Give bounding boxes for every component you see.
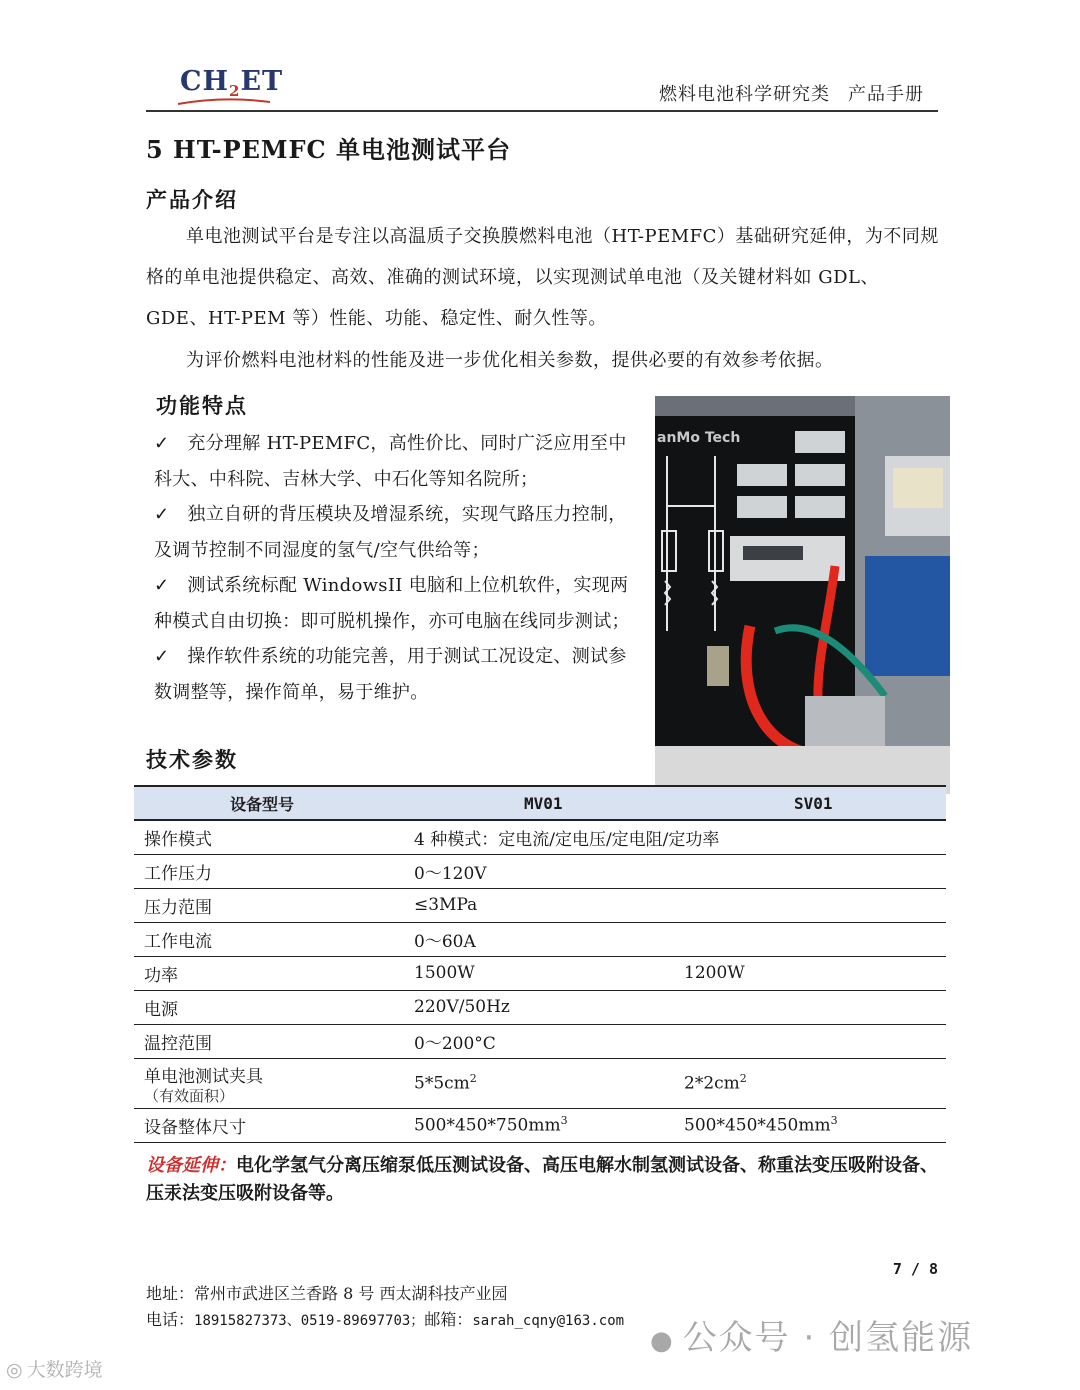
header-title <box>641 80 924 106</box>
table-row <box>134 1108 946 1142</box>
mv01-value: 220V/50Hz <box>406 990 676 1024</box>
mv01-value: 0～200°C <box>406 1024 676 1058</box>
extension-label: 设备延伸： <box>146 1155 236 1176</box>
sv01-value <box>676 854 946 888</box>
column-header-model: 设备型号 <box>134 786 406 820</box>
page-number: 7 / 8 <box>892 1260 938 1278</box>
photo-brand-label: anMo Tech <box>657 430 741 446</box>
mv01-value: $500*450*750mm^3$ <box>406 1108 676 1142</box>
row-label: 设备整体尺寸 <box>134 1108 406 1142</box>
intro-paragraph-2: 为评价燃料电池材料的性能及进一步优化相关参数，提供必要的有效参考依据。 <box>186 350 834 371</box>
equipment-photo <box>655 396 950 794</box>
sv01-value <box>676 888 946 922</box>
table-row <box>134 956 946 990</box>
extension-text: 电化学氢气分离压缩泵低压测试设备、高压电解水制氢测试设备、称重法变压吸附设备、压汞法变压吸附设备等。 <box>146 1155 938 1204</box>
table-row <box>134 990 946 1024</box>
sv01-value: $2*2cm^2$ <box>676 1058 946 1108</box>
header-divider <box>146 110 938 112</box>
footer-address: 地址：常州市武进区兰香路 8 号 西太湖科技产业园 <box>146 1284 508 1303</box>
check-icon: ✓ <box>154 575 170 596</box>
sv01-value <box>676 922 946 956</box>
table-row <box>134 854 946 888</box>
brand-icon: ◎ <box>6 1359 23 1381</box>
sv01-value: 1200W <box>676 956 946 990</box>
check-icon: ✓ <box>154 646 170 667</box>
footer <box>146 1281 624 1334</box>
mv01-value: 4 种模式：定电流/定电压/定电阻/定功率 <box>406 820 946 854</box>
check-icon: ✓ <box>154 504 170 525</box>
sv01-value <box>676 1024 946 1058</box>
row-label: 工作压力 <box>134 854 406 888</box>
check-icon: ✓ <box>154 433 170 454</box>
mv01-value: 0～120V <box>406 854 676 888</box>
row-label: 功率 <box>134 956 406 990</box>
specs-heading: 技术参数 <box>146 747 238 772</box>
company-logo <box>180 66 283 100</box>
column-header-mv01: MV01 <box>406 786 676 820</box>
intro-paragraph: 单电池测试平台是专注以高温质子交换膜燃料电池（HT-PEMFC）基础研究延伸，为不同规格的单电池提供稳定、高效、准确的测试环境，以实现测试单电池（及关键材料如 GDL、GDE、HT-PEM 等）性能、功能、稳定性、耐久性等。 <box>146 226 939 329</box>
footer-contact: 电话：18915827373、0519-89697703；邮箱：sarah_cqny@163.com <box>146 1310 625 1329</box>
row-label: 工作电流 <box>134 922 406 956</box>
mv01-value: 1500W <box>406 956 676 990</box>
specs-table <box>134 785 946 1143</box>
feature-item: ✓ 充分理解 HT-PEMFC，高性价比、同时广泛应用至中科大、中科院、吉林大学、中石化等知名院所； <box>154 433 627 490</box>
features-heading: 功能特点 <box>156 393 248 418</box>
watermark-left: ◎ 大数跨境 <box>6 1359 103 1381</box>
mv01-value: 0～60A <box>406 922 676 956</box>
wechat-icon: ● <box>650 1326 675 1356</box>
row-label: 温控范围 <box>134 1024 406 1058</box>
table-header-row <box>134 786 946 820</box>
sv01-value: $500*450*450mm^3$ <box>676 1108 946 1142</box>
footer-phone: 18915827373、0519-89697703； <box>194 1313 425 1329</box>
feature-item: ✓ 测试系统标配 WindowsII 电脑和上位机软件，实现两种模式自由切换：即可脱机操作，亦可电脑在线同步测试； <box>154 575 630 632</box>
logo-text: CH <box>180 66 229 97</box>
row-sublabel: （有效面积） <box>144 1086 235 1105</box>
feature-item: ✓ 操作软件系统的功能完善，用于测试工况设定、测试参数调整等，操作简单，易于维护。 <box>154 646 627 703</box>
sv01-value <box>676 990 946 1024</box>
row-label: 电源 <box>134 990 406 1024</box>
feature-item: ✓ 独立自研的背压模块及增湿系统，实现气路压力控制，及调节控制不同湿度的氢气/空气供给等； <box>154 504 627 561</box>
header-category: 燃料电池科学研究类 <box>659 84 830 105</box>
header-manual: 产品手册 <box>848 84 924 105</box>
watermark-wechat: ● 公众号 · 创氢能源 <box>650 1318 974 1358</box>
footer-email: sarah_cqny@163.com <box>472 1313 625 1329</box>
logo-text-2: ET <box>240 66 284 97</box>
mv01-value: $5*5cm^2$ <box>406 1058 676 1108</box>
logo-subscript: 2 <box>229 82 241 100</box>
equipment-extension <box>146 1152 946 1208</box>
intro-heading: 产品介绍 <box>146 187 238 212</box>
logo-swoosh-icon <box>176 98 272 106</box>
table-row <box>134 1058 946 1108</box>
row-label: 单电池测试夹具 （有效面积） <box>134 1058 406 1108</box>
column-header-sv01: SV01 <box>676 786 946 820</box>
row-label: 操作模式 <box>134 820 406 854</box>
mv01-value: ≤3MPa <box>406 888 676 922</box>
table-row <box>134 922 946 956</box>
page-title: 5 HT-PEMFC 单电池测试平台 <box>146 135 511 164</box>
table-row <box>134 1024 946 1058</box>
table-row <box>134 820 946 854</box>
features-list <box>154 426 640 710</box>
table-row <box>134 888 946 922</box>
row-label: 压力范围 <box>134 888 406 922</box>
